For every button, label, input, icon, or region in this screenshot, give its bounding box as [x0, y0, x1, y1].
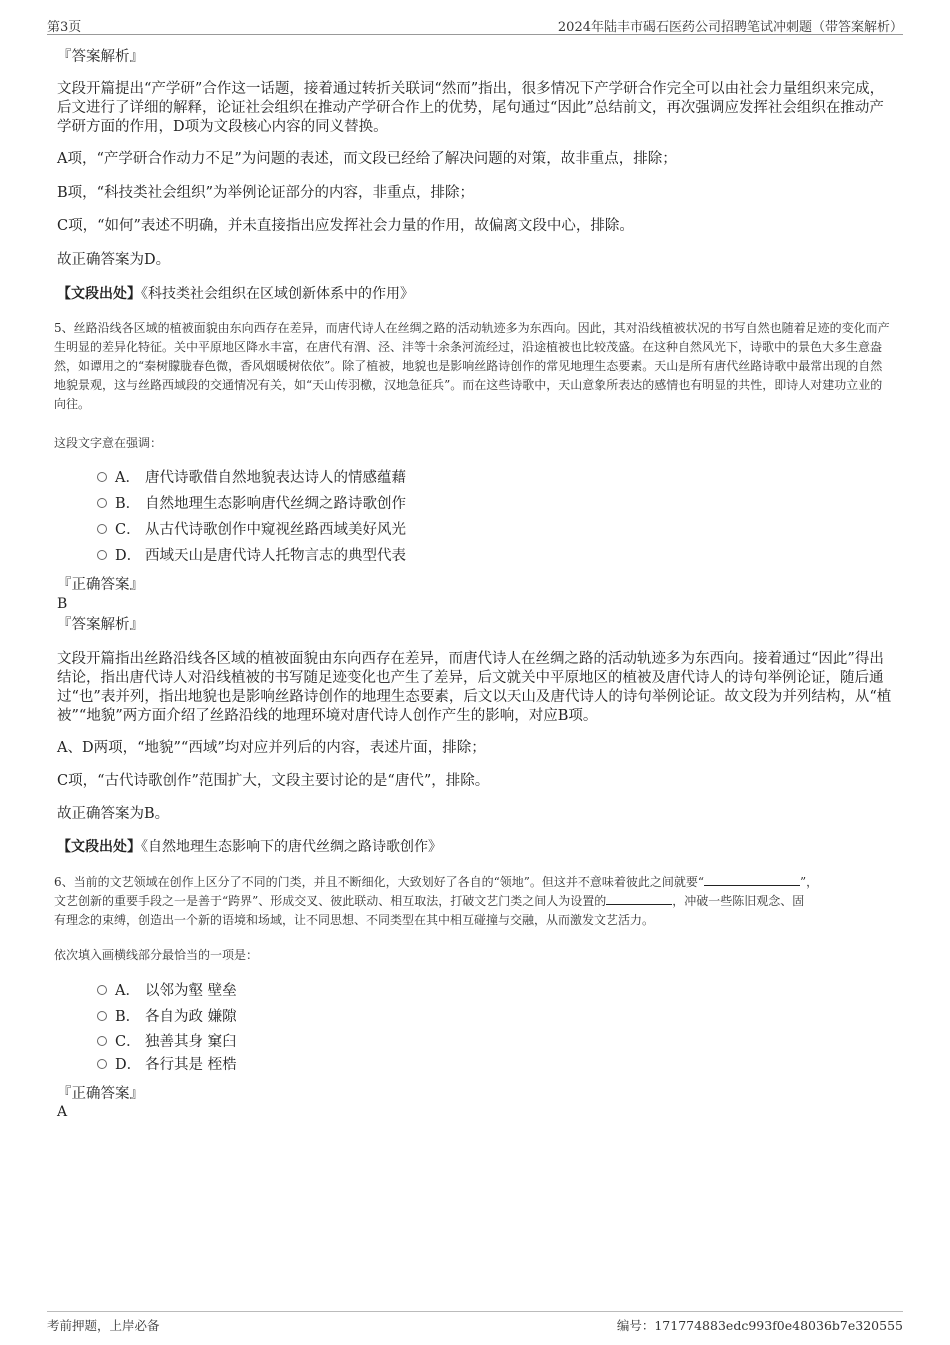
q5-answer-label: 『正确答案』: [57, 577, 144, 593]
q4-analysis-a: A项，“产学研合作动力不足”为问题的表述，而文段已经给了解决问题的对策，故非重点，排除；: [57, 151, 677, 167]
q5-prompt: 这段文字意在强调：: [54, 436, 163, 450]
q4-analysis-b: B项，“科技类社会组织”为举例论证部分的内容，非重点，排除；: [57, 185, 474, 201]
q5-analysis-label: 『答案解析』: [57, 617, 144, 633]
radio-icon[interactable]: [97, 1036, 107, 1046]
document-id: 编号：171774883edc993f0e48036b7e320555: [616, 1318, 903, 1333]
q6-answer-label: 『正确答案』: [57, 1086, 144, 1102]
q5-source: [57, 837, 892, 857]
radio-icon[interactable]: [97, 985, 107, 995]
q6-option-b[interactable]: B． 各自为政 嫌隙: [97, 1006, 237, 1028]
q5-option-d[interactable]: D． 西域天山是唐代诗人托物言志的典型代表: [97, 545, 406, 567]
page-header: [47, 14, 903, 35]
q6-blank-1: [704, 874, 800, 886]
radio-icon[interactable]: [97, 1059, 107, 1069]
q5-stem: 5、丝路沿线各区域的植被面貌由东向西存在差异，而唐代诗人在丝绸之路的活动轨迹多为东西向。因此，其对沿线植被状况的书写自然也随着足迹的变化而产生明显的差异化特征。关中平原地区降水丰富，在唐代有渭、泾、沣等十余条河流经过，沿途植被也比较茂盛。在这种自然风光下，诗歌中的景色大多生意盎然，如谭用之的“秦树朦胧春色微，香风烟暖树依依”。除了植被，地貌也是影响丝路诗创作的常见地理生态要素。天山是所有唐代丝路诗歌中最常出现的自然地貌景观，这与丝路西域段的交通情况有关，如“天山传羽檄，汉地急征兵”。而在这些诗歌中，天山意象所表达的感情也有明显的共性，即诗人对建功立业的向往。: [54, 321, 890, 411]
q6-answer: A: [57, 1104, 68, 1120]
q4-source: [57, 284, 892, 304]
q6-stem-line1: 6、当前的文艺领域在创作上区分了不同的门类，并且不断细化，大致划好了各自的“领地”。但这并不意味着彼此之间就要“ ”，: [54, 875, 819, 889]
q6-stem-line2: 文艺创新的重要手段之一是善于“跨界”、形成交叉、彼此联动、相互取法，打破文艺门类之间人为设置的 ，冲破一些陈旧观念、固: [54, 894, 805, 908]
footer-slogan: 考前押题，上岸必备: [47, 1318, 160, 1333]
page-footer: [47, 1311, 903, 1336]
q6-stem-line3: 有理念的束缚，创造出一个新的语境和场域，让不同思想、不同类型在其中相互碰撞与交融，从而激发文艺活力。: [54, 913, 655, 927]
q5-source-tag: 【文段出处】: [57, 839, 141, 855]
q5-option-a[interactable]: A． 唐代诗歌借自然地貌表达诗人的情感蕴藉: [97, 467, 406, 489]
q4-analysis-label: 『答案解析』: [57, 49, 144, 65]
q6-option-a[interactable]: A． 以邻为壑 壁垒: [97, 980, 237, 1002]
radio-icon[interactable]: [97, 472, 107, 482]
radio-icon[interactable]: [97, 524, 107, 534]
q6-prompt: 依次填入画横线部分最恰当的一项是：: [54, 948, 259, 962]
q5-analysis-ad: A、D两项，“地貌”“西域”均对应并列后的内容，表述片面，排除；: [57, 740, 486, 756]
q4-source-title: 《科技类社会组织在区域创新体系中的作用》: [141, 286, 414, 302]
q5-option-c[interactable]: C． 从古代诗歌创作中窥视丝路西域美好风光: [97, 519, 406, 541]
q5-option-b[interactable]: B． 自然地理生态影响唐代丝绸之路诗歌创作: [97, 493, 406, 515]
q5-conclusion: 故正确答案为B。: [57, 806, 170, 822]
radio-icon[interactable]: [97, 550, 107, 560]
radio-icon[interactable]: [97, 498, 107, 508]
page-number: 第3页: [47, 20, 82, 35]
q6-blank-2: [606, 893, 672, 905]
q5-source-title: 《自然地理生态影响下的唐代丝绸之路诗歌创作》: [141, 839, 442, 855]
q4-source-tag: 【文段出处】: [57, 286, 141, 302]
radio-icon[interactable]: [97, 1011, 107, 1021]
q5-analysis: 文段开篇指出丝路沿线各区域的植被面貌由东向西存在差异，而唐代诗人在丝绸之路的活动轨迹多为东西向。接着通过“因此”得出结论，指出唐代诗人对沿线植被的书写随足迹变化也产生了差异，后文就关中平原地区的植被及唐代诗人的诗句举例论证，随后通过“也”表并列，指出地貌也是影响丝路诗创作的地理生态要素，后文以天山及唐代诗人的诗句举例论证。故文段为并列结构，从“植被”“地貌”两方面介绍了丝路沿线的地理环境对唐代诗人创作产生的影响，对应B项。: [57, 651, 892, 724]
q6-option-d[interactable]: D． 各行其是 桎梏: [97, 1054, 237, 1076]
document-title: 2024年陆丰市碣石医药公司招聘笔试冲刺题（带答案解析）: [557, 20, 903, 35]
q4-analysis: 文段开篇提出“产学研”合作这一话题，接着通过转折关联词“然而”指出，很多情况下产学研合作完全可以由社会力量组织来完成，后文进行了详细的解释，论证社会组织在推动产学研合作上的优势，尾句通过“因此”总结前文，再次强调应发挥社会组织在推动产学研方面的作用，D项为文段核心内容的同义替换。: [57, 81, 885, 135]
q4-analysis-c: C项，“如何”表述不明确，并未直接指出应发挥社会力量的作用，故偏离文段中心，排除。: [57, 218, 634, 234]
q5-analysis-c: C项，“古代诗歌创作”范围扩大，文段主要讨论的是“唐代”，排除。: [57, 773, 490, 789]
q6-option-c[interactable]: C． 独善其身 窠臼: [97, 1031, 237, 1053]
q5-answer: B: [57, 596, 68, 612]
q4-conclusion: 故正确答案为D。: [57, 252, 171, 268]
